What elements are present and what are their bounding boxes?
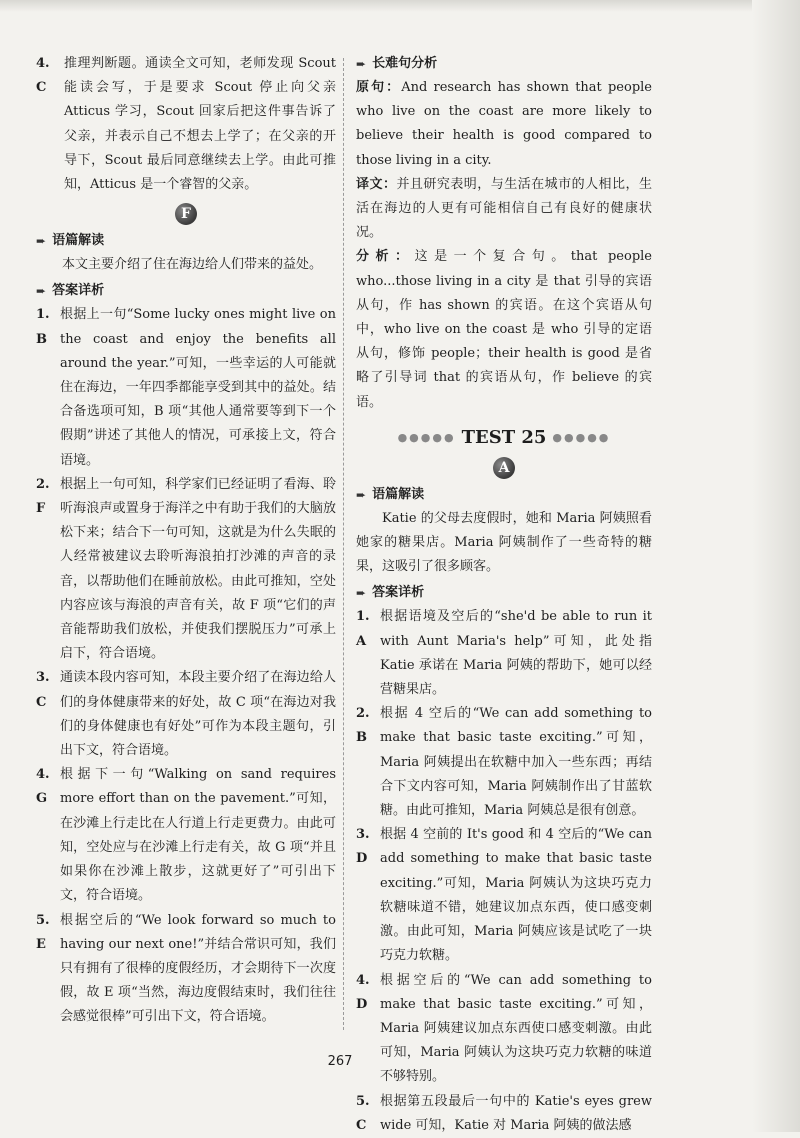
answer-number: 3. C [36,670,50,710]
arrow-icon: ➨ [356,586,367,601]
answer-item [356,823,652,968]
answer-number: 2. B [356,706,370,746]
answer-item [36,909,336,1030]
answer-number: 4. D [356,972,370,1012]
answers-heading-label: 答案详析 [372,585,425,601]
test-title [356,425,652,451]
answer-text: 根据第五段最后一句中的 Katie's eyes grew wide 可知，Katie 对 Maria 阿姨的做法感 [380,1093,652,1133]
arrow-icon: ➨ [36,234,47,249]
analysis-text: 这是一个复合句。that people who...those living in a city 是 that 引导的宾语从句，作 has shown 的宾语。在这个宾语从句中，who live on the coast 是 who 引导的定语从句，修饰 people；their health is good 是省略了引导词 that 的宾语从句，作 believe 的宾语。 [356,249,652,410]
answer-text: 根据上一句“Some lucky ones might live on the coast and enjoy the benefits all around the year.”可知，一些幸运的人可能就住在海边，一年四季都能享受到其中的益处。结合备选项可知，B 项“其他人通常要等到下一个假期”讲述了其他人的情况，可承接上文，符合语境。 [60,307,336,468]
answer-text: 根据下一句“Walking on sand requires more effort than on the pavement.”可知，在沙滩上行走比在人行道上行走更费力。由此可知，空处应与在沙滩上行走有关，故 G 项“并且如果你在沙滩上散步，这就更好了”可引出下文，符合语境。 [60,767,336,904]
answer-item [356,1090,652,1138]
answer-item [36,666,336,763]
left-column [36,52,336,1030]
translation-label: 译文： [356,176,397,192]
answer-text: 推理判断题。通读全文可知，老师发现 Scout 能读会写，于是要求 Scout 停止向父亲 Atticus 学习，Scout 回家后把这件事告诉了父亲，并表示自己不想去上学了；在父亲的开导下，Scout 最后同意继续去上学。由此可推知，Atticus 是一个睿智的父亲。 [64,56,336,193]
reading-heading [36,229,336,253]
reading-text: Katie 的父母去度假时，她和 Maria 阿姨照看她家的糖果店。Maria 阿姨制作了一些奇特的糖果，这吸引了很多顾客。 [356,510,652,575]
reading-heading-label: 语篇解读 [372,486,425,502]
dots-left: ●●●●● [397,430,456,444]
answers-heading [356,581,652,605]
reading-text: 本文主要介绍了住在海边给人们带来的益处。 [62,257,323,273]
analysis-heading-label: 长难句分析 [372,55,438,71]
section-badge-f: F [175,203,197,225]
right-column [356,52,652,1138]
translation [356,173,652,246]
answers-heading [36,279,336,303]
answer-text: 根据空后的“We can add something to make that basic taste exciting.”可知，Maria 阿姨建议加点东西使口感变刺激。由此可知，Maria 阿姨认为这块巧克力软糖的味道不够特别。 [380,972,652,1085]
dots-right: ●●●●● [552,430,611,444]
answer-text: 根据空后的“We look forward so much to having our next one!”并结合常识可知，我们只有拥有了很棒的度假经历，才会期待下一次度假，故 E 项“当然，海边度假结束时，我们往往会感觉很棒”可引出下文，符合语境。 [60,912,336,1025]
answer-item [36,303,336,472]
reading-heading [356,483,652,507]
page-number: 267 [327,1054,353,1069]
answer-item [36,52,336,197]
section-badge-wrap [36,203,336,225]
answer-text: 根据语境及空后的“she'd be able to run it with Aunt Maria's help”可知，此处指 Katie 承诺在 Maria 阿姨的帮助下，她可以经营糖果店。 [380,609,652,698]
original-text: And research has shown that people who live on the coast are more likely to believe their health is good compared to those living in a city. [356,80,652,168]
answer-number: 5. C [356,1093,370,1133]
answer-number: 5. E [36,912,50,952]
answer-text: 根据上一句可知，科学家们已经证明了看海、聆听海浪声或置身于海洋之中有助于我们的大脑放松下来；结合下一句可知，这就是为什么失眠的人经常被建议去聆听海浪拍打沙滩的声音的录音，以帮助他们在睡前放松。由此可推知，空处内容应该与海浪的声音有关，故 F 项“它们的声音能帮助我们放松，并使我们摆脱压力”可承上启下，符合语境。 [60,476,336,662]
analysis-heading [356,52,652,76]
analysis-label: 分析： [356,249,415,265]
answer-text: 根据 4 空前的 It's good 和 4 空后的“We can add something to make that basic taste exciting.”可知，Maria 阿姨认为这块巧克力软糖味道不错，她建议加点东西，使口感变刺激。由此可知，Maria 阿姨应该是试吃了一块巧克力软糖。 [380,827,652,964]
answer-item [36,473,336,667]
answer-number: 1. A [356,609,370,649]
reading-heading-label: 语篇解读 [52,233,105,249]
answer-number: 4. C [36,56,50,96]
answer-text: 通读本段内容可知，本段主要介绍了在海边给人们的身体健康带来的好处，故 C 项“在海边对我们的身体健康也有好处”可作为本段主题句，引出下文，符合语境。 [60,670,336,759]
scan-edge-top [0,0,800,12]
original-label: 原句： [356,80,402,95]
answer-number: 3. D [356,827,370,867]
arrow-icon: ➨ [36,284,47,299]
analysis [356,245,652,414]
answer-number: 1. B [36,307,50,347]
answer-item [36,763,336,908]
answers-heading-label: 答案详析 [52,283,105,299]
translation-text: 并且研究表明，与生活在城市的人相比，生活在海边的人更有可能相信自己有良好的健康状况。 [356,176,652,241]
arrow-icon: ➨ [356,56,367,71]
column-divider [343,58,344,1030]
answer-item [356,702,652,823]
answer-item [356,605,652,702]
answer-text: 根据 4 空后的“We can add something to make that basic taste exciting.”可知，Maria 阿姨提出在软糖中加入一些东西；再结合下文内容可知，Maria 阿姨制作出了甘蓝软糖。由此可推知，Maria 阿姨总是很有创意。 [380,706,652,819]
section-badge-wrap [356,457,652,479]
answer-number: 4. G [36,767,50,807]
arrow-icon: ➨ [356,487,367,502]
test-title-label: TEST 25 [461,426,547,448]
answer-number: 2. F [36,476,50,517]
original-sentence [356,76,652,173]
scan-edge-right [752,0,800,1132]
section-badge-a: A [493,457,515,479]
answer-item [356,969,652,1090]
